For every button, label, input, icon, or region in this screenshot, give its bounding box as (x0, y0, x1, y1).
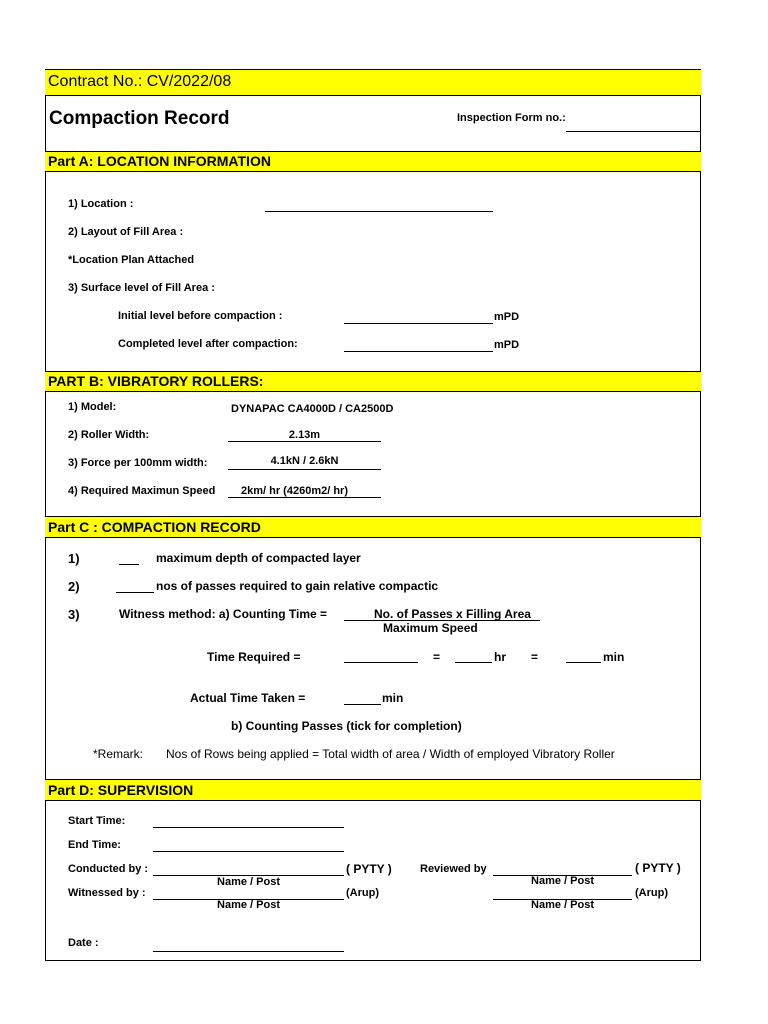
speed-field[interactable] (228, 497, 381, 498)
end-time-label: End Time: (68, 839, 121, 851)
location-field[interactable] (265, 211, 493, 212)
minutes-field[interactable] (566, 662, 601, 663)
part-d-heading: Part D: SUPERVISION (48, 782, 194, 798)
depth-field[interactable] (119, 564, 139, 565)
minutes-unit: min (603, 650, 625, 664)
remark-text: Nos of Rows being applied = Total width of area / Width of employed Vibratory Roller (166, 747, 615, 761)
item-3-number: 3) (68, 607, 80, 622)
hours-unit: hr (494, 650, 506, 664)
model-label: 1) Model: (68, 401, 117, 413)
conducted-name-post: Name / Post (217, 876, 280, 888)
witness-method-label: Witness method: a) Counting Time = (119, 607, 328, 621)
form-border (45, 69, 701, 961)
location-label: 1) Location : (68, 198, 134, 210)
force-label: 3) Force per 100mm width: (68, 457, 208, 469)
date-label: Date : (68, 937, 99, 949)
actual-time-unit: min (382, 691, 404, 705)
roller-width-value: 2.13m (288, 429, 321, 441)
surface-level-label: 3) Surface level of Fill Area : (68, 282, 215, 294)
roller-width-field[interactable] (228, 441, 381, 442)
model-value: DYNAPAC CA4000D / CA2500D (231, 403, 394, 415)
roller-width-label: 2) Roller Width: (68, 429, 150, 441)
reviewed-name-post: Name / Post (531, 875, 594, 887)
witnessed-name-post: Name / Post (217, 899, 280, 911)
remark-label: *Remark: (93, 747, 144, 761)
actual-time-label: Actual Time Taken = (190, 691, 306, 705)
part-c-heading: Part C : COMPACTION RECORD (48, 519, 261, 535)
part-a-heading: Part A: LOCATION INFORMATION (48, 153, 271, 169)
item-1-number: 1) (68, 551, 80, 566)
part-d-bar (45, 779, 701, 801)
equals-2: = (531, 650, 539, 664)
formula-numerator: No. of Passes x Filling Area (374, 607, 531, 621)
contract-bar (45, 69, 701, 96)
part-b-bar (45, 371, 701, 392)
witnessed-by-label: Witnessed by : (68, 887, 146, 899)
hours-field[interactable] (455, 662, 492, 663)
part-a-bar (45, 151, 701, 172)
completed-level-label: Completed level after compaction: (118, 338, 298, 350)
force-field[interactable] (228, 469, 381, 470)
actual-time-field[interactable] (344, 704, 381, 705)
inspection-form-field[interactable] (566, 131, 700, 132)
location-plan-note: *Location Plan Attached (68, 254, 195, 266)
witness-reviewer-name-post: Name / Post (531, 899, 594, 911)
conducted-by-org: ( PYTY ) (346, 862, 392, 876)
witnessed-by-org: (Arup) (346, 887, 379, 899)
witness-reviewer-org: (Arup) (635, 887, 668, 899)
max-depth-label: maximum depth of compacted layer (156, 551, 361, 565)
reviewed-by-org: ( PYTY ) (635, 861, 681, 875)
start-time-label: Start Time: (68, 815, 126, 827)
start-time-field[interactable] (153, 827, 344, 828)
time-required-field[interactable] (344, 662, 418, 663)
speed-label: 4) Required Maximun Speed (68, 485, 216, 497)
initial-level-unit: mPD (494, 311, 520, 323)
page-title: Compaction Record (49, 108, 230, 129)
time-required-label: Time Required = (207, 650, 301, 664)
speed-value: 2km/ hr (4260m2/ hr) (241, 485, 348, 497)
date-field[interactable] (153, 951, 344, 952)
passes-label: nos of passes required to gain relative compactic (156, 579, 439, 593)
initial-level-label: Initial level before compaction : (118, 310, 283, 322)
equals-1: = (433, 650, 441, 664)
force-value: 4.1kN / 2.6kN (270, 455, 339, 467)
contract-number: Contract No.: CV/2022/08 (48, 73, 232, 90)
completed-level-field[interactable] (344, 351, 493, 352)
layout-label: 2) Layout of Fill Area : (68, 226, 184, 238)
conducted-by-label: Conducted by : (68, 863, 149, 875)
completed-level-unit: mPD (494, 339, 520, 351)
formula-denominator: Maximum Speed (383, 621, 478, 635)
part-c-bar (45, 516, 701, 538)
initial-level-field[interactable] (344, 323, 493, 324)
passes-field[interactable] (116, 592, 154, 593)
item-2-number: 2) (68, 579, 80, 594)
reviewed-by-label: Reviewed by (420, 863, 487, 875)
part-b-heading: PART B: VIBRATORY ROLLERS: (48, 373, 264, 389)
counting-passes-label: b) Counting Passes (tick for completion) (231, 719, 462, 733)
inspection-form-label: Inspection Form no.: (457, 112, 566, 124)
end-time-field[interactable] (153, 851, 344, 852)
